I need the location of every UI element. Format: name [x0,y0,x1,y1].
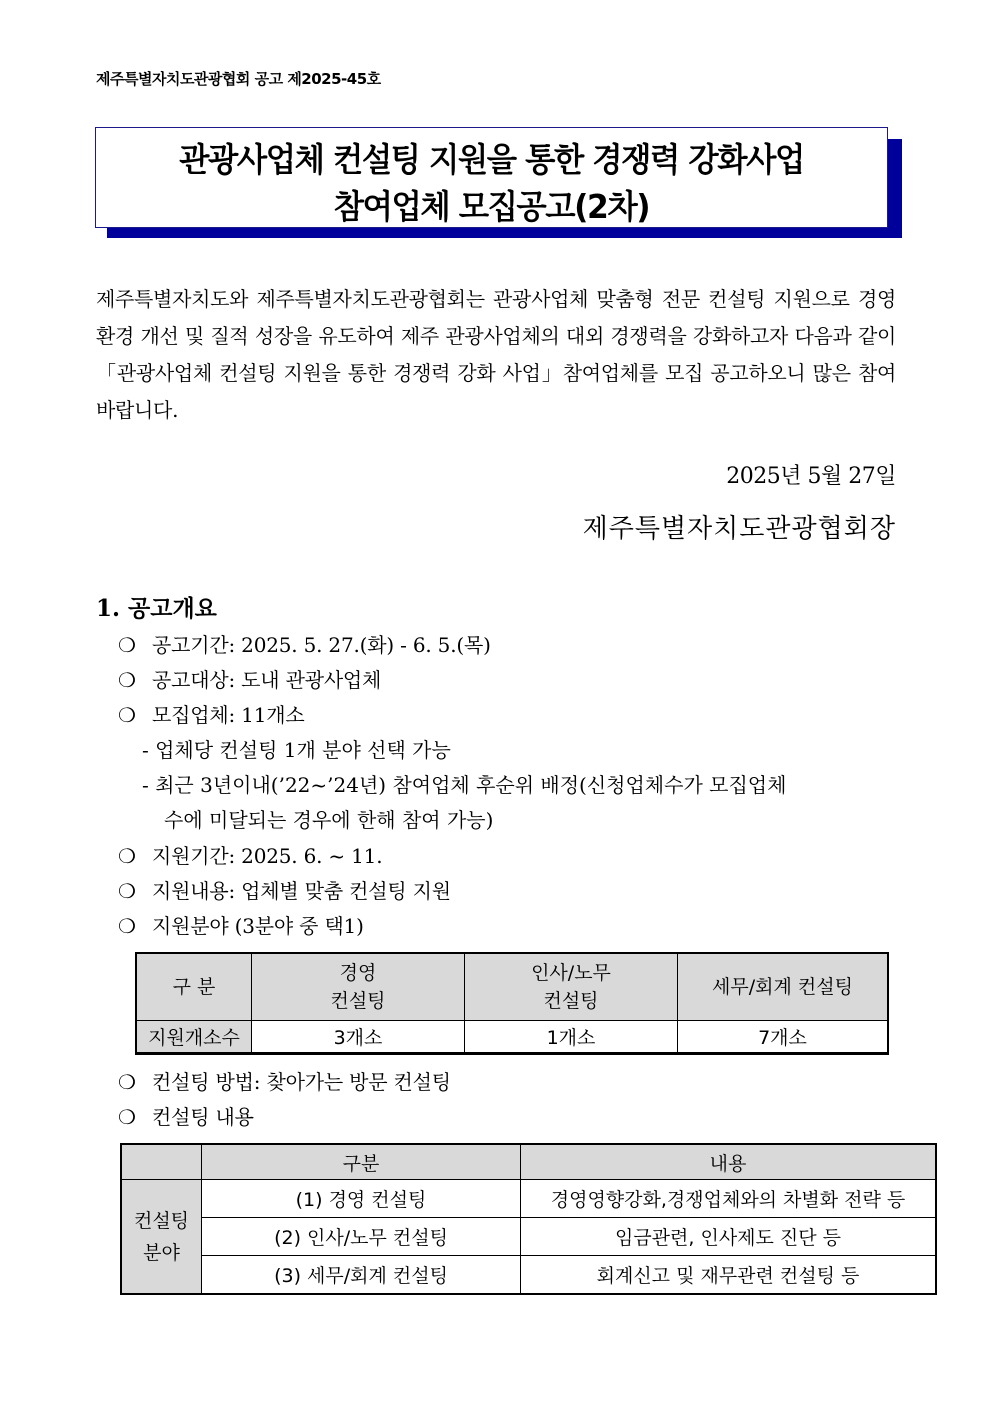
list-item [118,840,382,869]
sub-list-item-continuation: 수에 미달되는 경우에 한해 참여 가능) [164,808,494,832]
intro-paragraph: 제주특별자치도와 제주특별자치도관광협회는 관광사업체 맞춤형 전문 컨설팅 지원으로 경영환경 개선 및 질적 성장을 유도하여 제주 관광사업체의 대외 경쟁력을 강화하고자 다음과 같이 「관광사업체 컨설팅 지원을 통한 경쟁력 강화 사업」참여업체를 모집 공고하오니 많은 참여 바랍니다. [96,287,896,422]
list-item [118,629,491,658]
list-item [118,699,304,728]
list-item [118,1066,451,1095]
support-count-table [135,952,889,1055]
list-item-text: 모집업체: 11개소 [152,703,305,727]
table-row [121,1180,936,1218]
table-cell: 7개소 [678,1021,889,1054]
header-text: 경영 [339,962,377,984]
circle-bullet-icon: ❍ [118,668,136,692]
list-item [118,910,364,939]
header-text: 컨설팅 [543,990,599,1012]
header-text: 인사/노무 [531,962,611,984]
circle-bullet-icon: ❍ [118,633,136,657]
list-item-text: 지원내용: 업체별 맞춤 컨설팅 지원 [152,879,451,903]
title-line-1: 관광사업체 컨설팅 지원을 통한 경쟁력 강화사업 [179,140,804,179]
table-row [136,1021,888,1054]
section-heading: 1. 공고개요 [96,595,217,622]
sub-list-item: - 최근 3년이내(’22~’24년) 참여업체 후순위 배정(신청업체수가 모집업체 [142,773,787,797]
announcement-date: 2025년 5월 27일 [726,464,896,489]
table-cell-content: 임금관련, 인사제도 진단 등 [521,1218,937,1256]
list-item-text: 컨설팅 방법: 찾아가는 방문 컨설팅 [152,1070,451,1094]
table-cell: 1개소 [465,1021,678,1054]
consulting-content-table [120,1143,937,1295]
table-row [121,1218,936,1256]
header-text: 컨설팅 [330,990,386,1012]
table-cell-content: 회계신고 및 재무관련 컨설팅 등 [521,1256,937,1295]
list-item [118,875,451,904]
table-cell-field: (1) 경영 컨설팅 [202,1180,521,1218]
list-item-text: 지원분야 (3분야 중 택1) [152,914,364,938]
table-header-row [121,1144,936,1180]
circle-bullet-icon: ❍ [118,844,136,868]
header-cell-management [252,953,465,1021]
list-item [118,1101,254,1130]
circle-bullet-icon: ❍ [118,914,136,938]
header-cell-empty [121,1144,202,1180]
side-label-text: 컨설팅 [133,1209,190,1232]
table-row [121,1256,936,1295]
header-cell-tax-accounting: 세무/회계 컨설팅 [678,953,889,1021]
circle-bullet-icon: ❍ [118,879,136,903]
header-cell-category: 구분 [202,1144,521,1180]
circle-bullet-icon: ❍ [118,1105,136,1129]
header-cell-category: 구 분 [136,953,252,1021]
header-cell-hr-labor [465,953,678,1021]
row-label: 지원개소수 [136,1021,252,1054]
circle-bullet-icon: ❍ [118,1070,136,1094]
title-box [95,127,888,228]
header-cell-content: 내용 [521,1144,937,1180]
document-number: 제주특별자치도관광협회 공고 제2025-45호 [96,70,381,88]
table-header-row [136,953,888,1021]
list-item-text: 공고대상: 도내 관광사업체 [152,668,382,692]
list-item-text: 지원기간: 2025. 6. ~ 11. [152,844,383,868]
side-label-text: 분야 [143,1241,180,1264]
signer: 제주특별자치도관광협회장 [582,514,896,544]
table-cell-field: (2) 인사/노무 컨설팅 [202,1218,521,1256]
list-item-text: 공고기간: 2025. 5. 27.(화) - 6. 5.(목) [152,633,491,657]
table-cell: 3개소 [252,1021,465,1054]
title-line-2: 참여업체 모집공고(2차) [333,187,650,226]
list-item-text: 컨설팅 내용 [152,1105,254,1129]
side-label-cell [121,1180,202,1295]
sub-list-item: - 업체당 컨설팅 1개 분야 선택 가능 [142,738,451,762]
circle-bullet-icon: ❍ [118,703,136,727]
table-cell-content: 경영영향강화,경쟁업체와의 차별화 전략 등 [521,1180,937,1218]
list-item [118,664,381,693]
table-cell-field: (3) 세무/회계 컨설팅 [202,1256,521,1295]
